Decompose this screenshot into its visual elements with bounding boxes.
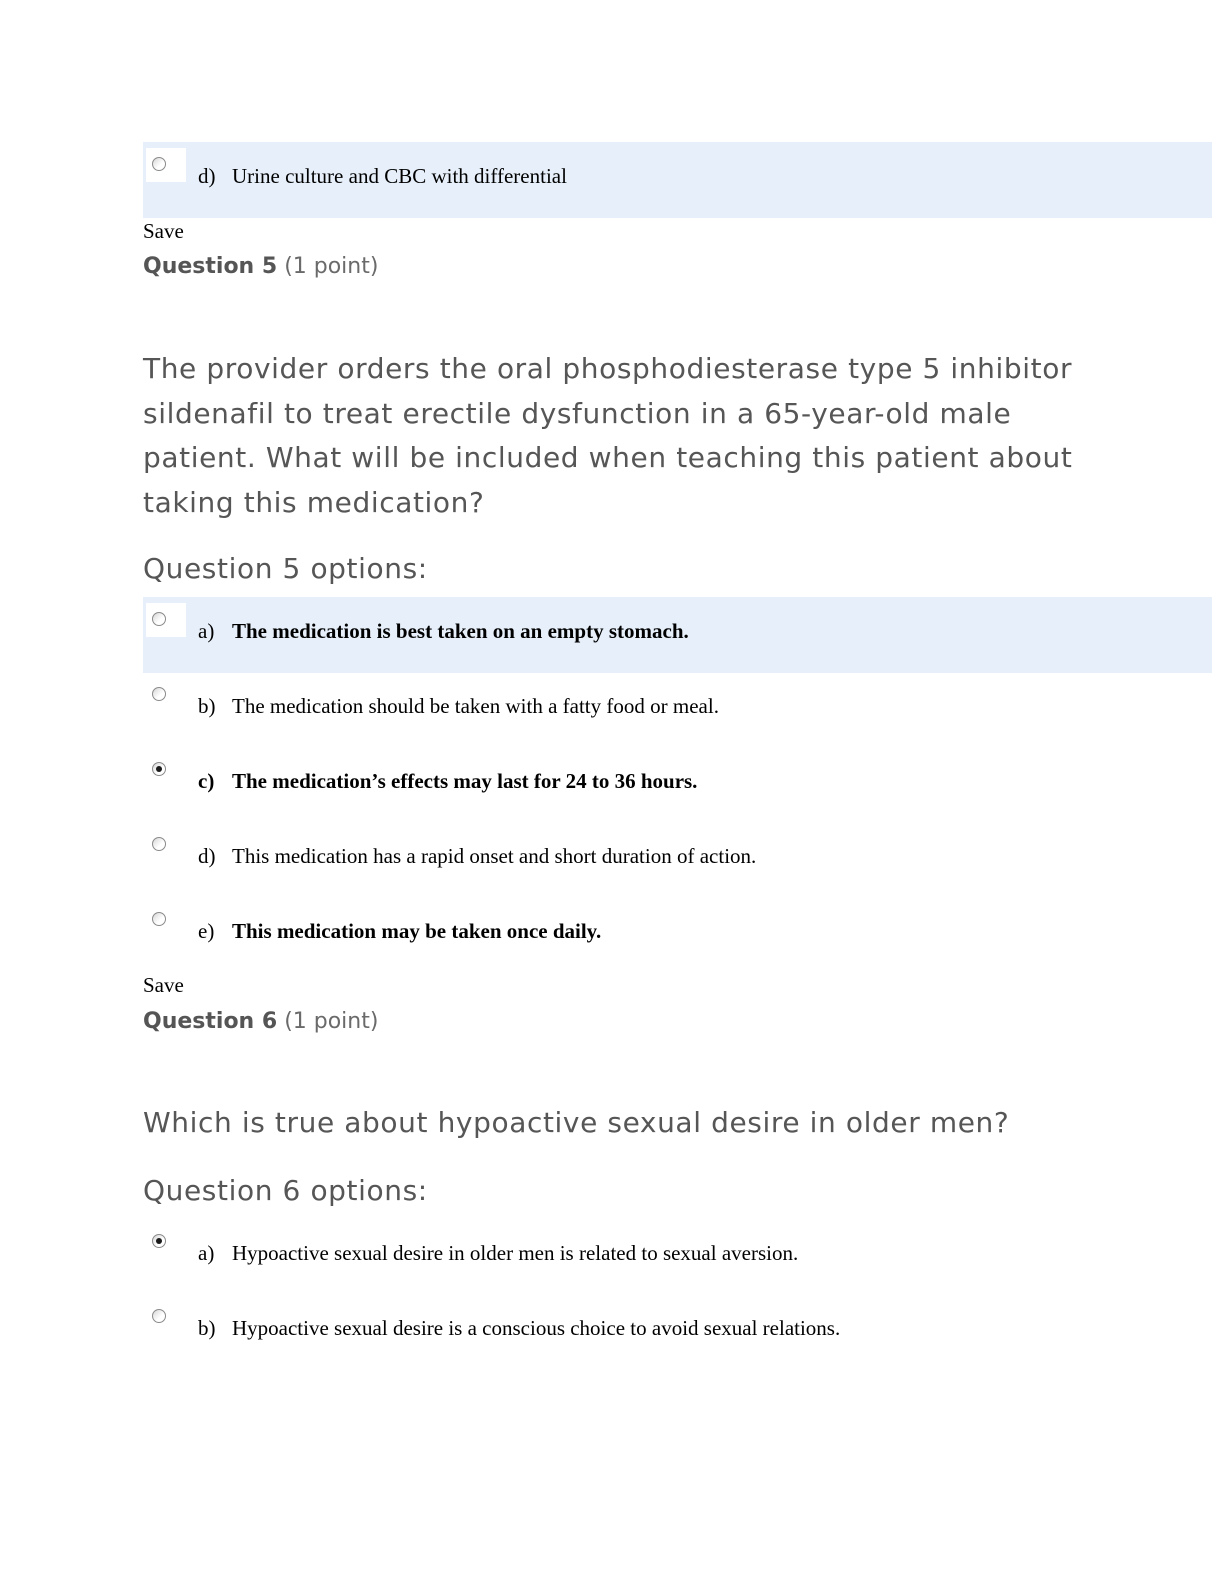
question-points: (1 point) (284, 254, 379, 279)
radio-selected-icon[interactable] (152, 762, 166, 776)
option-text: The medication should be taken with a fatty food or meal. (232, 694, 719, 718)
option-text: Hypoactive sexual desire in older men is related to sexual aversion. (232, 1241, 799, 1265)
option-text: The medication is best taken on an empty stomach. (232, 619, 689, 643)
options-heading: Question 5 options: (143, 552, 428, 585)
radio-dot-icon (156, 766, 162, 772)
option-letter: b) (198, 1316, 216, 1340)
question-label: Question 5 (143, 254, 278, 279)
option-row[interactable] (143, 672, 1212, 748)
question-text: The provider orders the oral phosphodiesterase type 5 inhibitor sildenafil to treat erectile dysfunction in a 65-year-old male patient. What will be included when teaching this patient about taking this medication? (143, 352, 1073, 519)
question-header (143, 254, 378, 280)
radio-box[interactable] (146, 753, 186, 787)
option-text: The medication’s effects may last for 24 to 36 hours. (232, 769, 698, 793)
option-text: This medication may be taken once daily. (232, 919, 602, 943)
option-letter: b) (198, 694, 216, 718)
option-row[interactable] (143, 1294, 1212, 1370)
radio-dot-icon (156, 1238, 162, 1244)
radio-unselected-icon[interactable] (152, 1309, 166, 1323)
option-text: This medication has a rapid onset and short duration of action. (232, 844, 757, 868)
radio-box[interactable] (146, 603, 186, 637)
radio-box[interactable] (146, 148, 186, 182)
option-row[interactable] (143, 1219, 1212, 1295)
radio-unselected-icon[interactable] (152, 687, 166, 701)
option-row[interactable] (143, 897, 1212, 973)
option-letter: d) (198, 164, 216, 188)
radio-unselected-icon[interactable] (152, 612, 166, 626)
radio-box[interactable] (146, 903, 186, 937)
option-row[interactable] (143, 747, 1212, 823)
question-points: (1 point) (284, 1009, 379, 1034)
radio-unselected-icon[interactable] (152, 912, 166, 926)
options-heading: Question 6 options: (143, 1174, 428, 1207)
radio-box[interactable] (146, 1300, 186, 1334)
option-text: Hypoactive sexual desire is a conscious choice to avoid sexual relations. (232, 1316, 841, 1340)
option-letter: a) (198, 1241, 215, 1265)
option-row[interactable] (143, 142, 1212, 218)
save-link[interactable]: Save (143, 219, 184, 243)
radio-box[interactable] (146, 678, 186, 712)
option-text: Urine culture and CBC with differential (232, 164, 567, 188)
option-row[interactable] (143, 822, 1212, 898)
question-label: Question 6 (143, 1009, 278, 1034)
option-letter: d) (198, 844, 216, 868)
radio-box[interactable] (146, 828, 186, 862)
option-letter: c) (198, 769, 215, 793)
radio-unselected-icon[interactable] (152, 837, 166, 851)
option-letter: e) (198, 919, 215, 943)
option-letter: a) (198, 619, 215, 643)
radio-selected-icon[interactable] (152, 1234, 166, 1248)
question-header (143, 1009, 378, 1035)
option-row[interactable] (143, 597, 1212, 673)
radio-unselected-icon[interactable] (152, 157, 166, 171)
radio-box[interactable] (146, 1225, 186, 1259)
save-link[interactable]: Save (143, 973, 184, 997)
question-text: Which is true about hypoactive sexual desire in older men? (143, 1106, 1010, 1139)
